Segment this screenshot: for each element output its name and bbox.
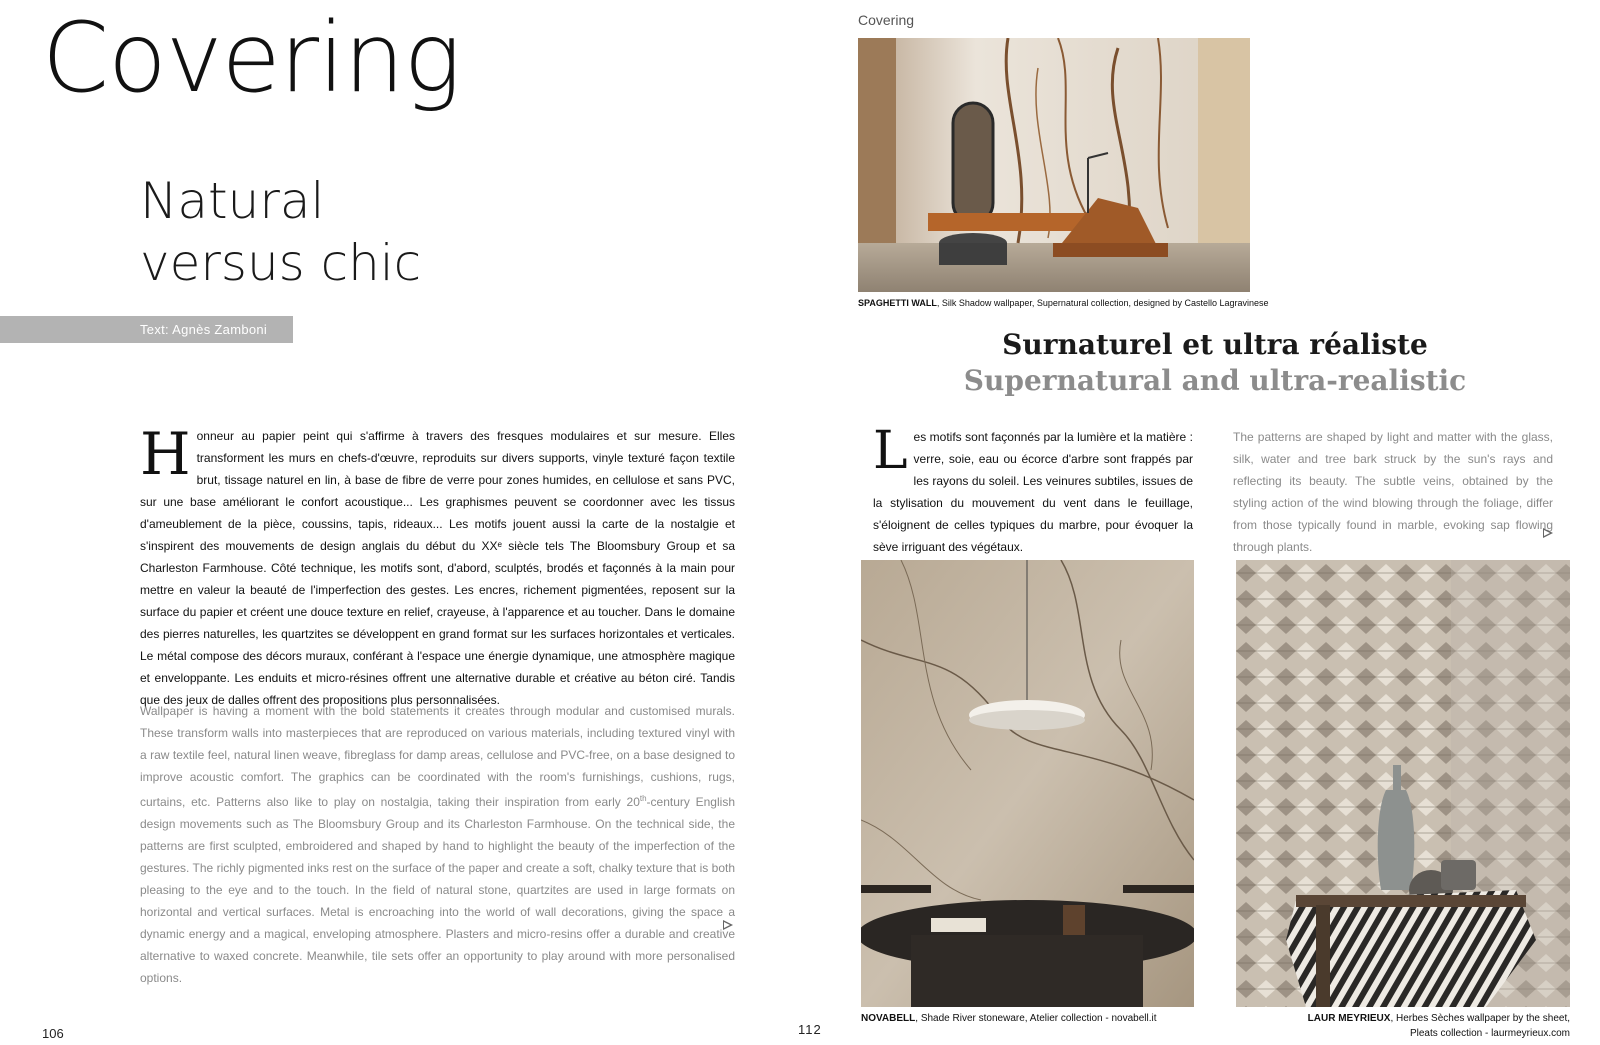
caption-text: , Shade River stoneware, Atelier collection - novabell.it: [915, 1013, 1157, 1024]
body-en-part2: -century English design movements such as The Bloomsbury Group and its Charleston Farmhouse. On the technical side, the patterns are first sculpted, embroidered and shaped by hand to highlight the beauty of the imperfection of the gestures. The richly pigmented inks rest on the surface of the paper and create a soft, chalky texture that is both pleasing to the eye and to the touch. In the field of natural stone, quartzites are used in large formats on horizontal and vertical surfaces. Metal is encroaching into the world of wall decorations, giving the space a dynamic energy and a magical, enveloping atmosphere. Plasters and micro-resins offer a durable and creative alternative to waxed concrete. Meanwhile, tile sets offer an opportunity to play around with more personalised options.: [140, 795, 735, 985]
page-number-right: 112: [798, 1022, 822, 1037]
section-title: Covering: [42, 2, 461, 114]
caption-text-line2: Pleats collection - laurmeyrieux.com: [1409, 1028, 1570, 1039]
drop-cap: L: [873, 421, 908, 481]
caption-laur-meyrieux: [1236, 1011, 1570, 1041]
body-en-part1: Wallpaper is having a moment with the bold statements it creates through modular and customised murals. These transform walls into masterpieces that are reproduced on various materials, including textured vinyl with a raw textile feel, natural linen weave, fibreglass for damp areas, cellulose and PVC-free, on a base designed to improve acoustic comfort. The graphics can be coordinated with the room's furnishings, cushions, rugs, curtains, etc. Patterns also like to play on nostalgia, taking their inspiration from early 20: [140, 704, 735, 809]
interior-photo-illustration: [858, 38, 1250, 292]
body-text-english: [140, 700, 735, 989]
body-en-sup: th: [639, 794, 647, 803]
body-text-french: [140, 420, 735, 711]
page-number-left: 106: [42, 1026, 64, 1041]
photo-novabell: [861, 560, 1194, 1007]
wallpaper-still-life-illustration: [1236, 560, 1570, 1007]
caption-brand: LAUR MEYRIEUX: [1307, 1013, 1391, 1024]
column-text-english: The patterns are shaped by light and matter with the glass, silk, water and tree bark struck by the sun's rays and reflecting its beauty. The subtle veins, obtained by the styling action of the wind blowing through the foliage, differ from those typically found in marble, evoking sap flowing through plants.: [1233, 430, 1553, 554]
section-kicker: Covering: [858, 12, 915, 28]
author-credit: Text: Agnès Zamboni: [140, 322, 268, 337]
drop-cap: H: [140, 420, 191, 488]
subtitle-english: Supernatural and ultra-realistic: [963, 364, 1467, 397]
caption-novabell: [861, 1011, 1157, 1026]
caption-text: , Herbes Sèches wallpaper by the sheet,: [1390, 1013, 1570, 1024]
subtitle-french: Surnaturel et ultra réaliste: [1002, 328, 1428, 361]
headline-line-1: Natural: [140, 172, 325, 230]
caption-brand: NOVABELL: [861, 1013, 916, 1024]
article-headline: [140, 170, 421, 294]
continue-arrow-icon: [723, 920, 733, 930]
photo-spaghetti-wall: [858, 38, 1250, 292]
stone-dining-photo-illustration: [861, 560, 1194, 1007]
photo-laur-meyrieux: [1236, 560, 1570, 1007]
caption-spaghetti-wall: [858, 296, 1269, 311]
column-fr-text: es motifs sont façonnés par la lumière et la matière : verre, soie, eau ou écorce d'arbre sont frappés par les rayons du soleil. Les veinures subtiles, issues de la stylisation du mouvement du vent dans le feuillage, s'éloignent de celles typiques du marbre, pour évoquer la sève irriguant des végétaux.: [873, 430, 1193, 554]
continue-arrow-icon: [1543, 528, 1553, 538]
headline-line-2: versus chic: [140, 234, 422, 292]
body-fr-text: onneur au papier peint qui s'affirme à travers des fresques modulaires et sur mesure. Elles transforment les murs en chefs-d'œuvre, reproduits sur divers supports, vinyle texturé façon textile brut, tissage naturel en lin, à base de fibre de verre pour zones humides, en cellulose et sans PVC, sur une base améliorant le confort acoustique... Les graphismes peuvent se coordonner avec les tissus d'ameublement de la pièce, coussins, tapis, rideaux... Les motifs jouent aussi la carte de la nostalgie et s'inspirent des mouvements de design anglais du début du XXᵉ siècle tels The Bloomsbury Group et sa Charleston Farmhouse. Côté technique, les motifs sont, d'abord, sculptés, brodés et façonnés à la main pour mettre en valeur la beauté de l'imperfection des gestes. Les encres, richement pigmentées, reposent sur la surface du papier et créent une douce texture en relief, crayeuse, à l'apparence et au toucher. Dans le domaine des pierres naturelles, les quartzites se développent en grand format sur les surfaces horizontales et verticales. Le métal compose des décors muraux, conférant à l'espace une énergie dynamique, une atmosphère magique et enveloppante. Les enduits et micro-résines offrent une alternative durable et créative au béton ciré. Tandis que des jeux de dalles offrent des propositions plus personnalisées.: [140, 429, 735, 707]
caption-text: , Silk Shadow wallpaper, Supernatural collection, designed by Castello Lagravinese: [936, 298, 1269, 308]
column-text-french: [873, 421, 1193, 558]
caption-brand: SPAGHETTI WALL: [858, 298, 937, 308]
